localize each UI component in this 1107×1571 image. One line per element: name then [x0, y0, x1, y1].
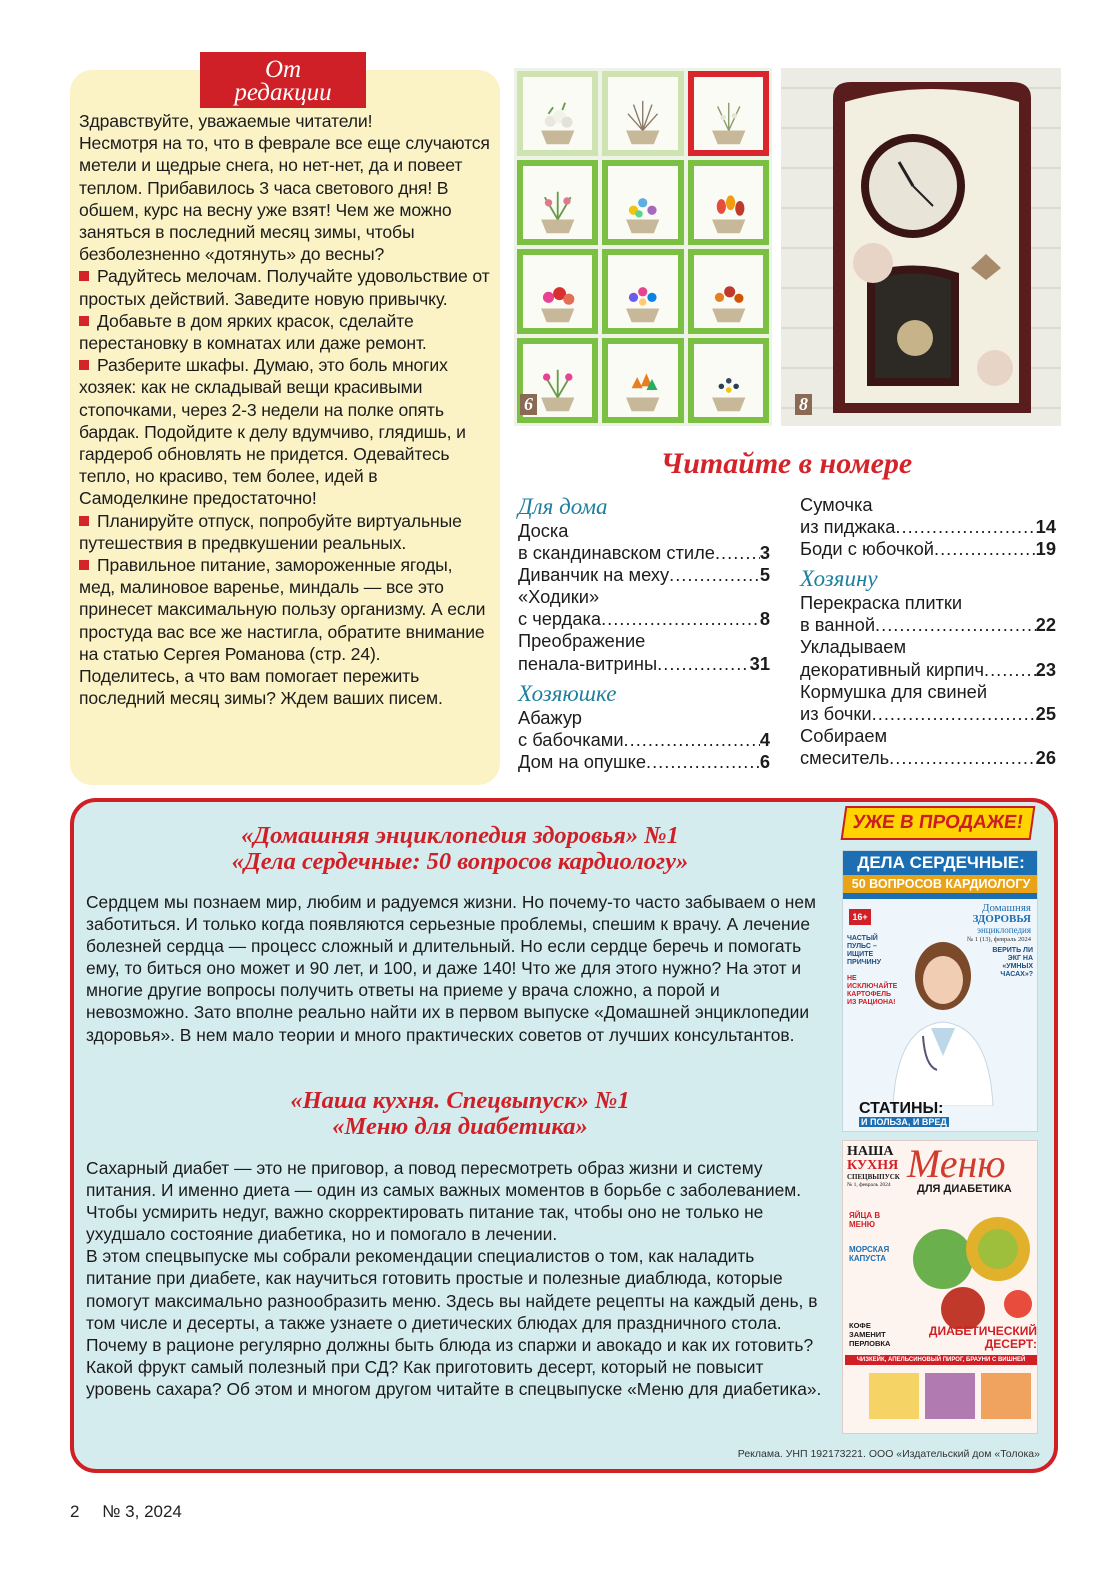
editorial-tip: [79, 265, 491, 309]
toc-item-label: Дом на опушке: [518, 750, 646, 772]
food-plate-icon: [903, 1199, 1038, 1329]
page-number: 2: [70, 1502, 80, 1521]
flower-basket-icon: [530, 92, 585, 150]
bullet-icon: [79, 360, 89, 370]
cover-subtitle: ДЛЯ ДИАБЕТИКА: [917, 1183, 1012, 1195]
toc-item[interactable]: [518, 520, 770, 564]
embroidery-tile: [602, 160, 683, 245]
toc-item-last-line: [518, 653, 770, 675]
ad-paragraph: Почему в рационе регулярно должны быть блюда из спаржи и авокадо и как их готовить? Какой фрукт самый полезный при СД? Как приготовить десерт, который не повысит уровень сахара? Об этом и многом другом читайте в спецвыпуске «Меню для диабетика».: [86, 1334, 822, 1399]
toc-item-last-line: [800, 538, 1056, 560]
toc-item-label: Боди с юбочкой: [800, 538, 934, 560]
editorial-greeting: Здравствуйте, уважаемые читатели!: [79, 111, 373, 131]
toc-item-label: из бочки: [800, 702, 872, 724]
flower-basket-icon: [615, 359, 670, 417]
cover-bottom-callout: СТАТИНЫ: И ПОЛЬЗА, И ВРЕД: [859, 1100, 947, 1127]
tip-text: Радуйтесь мелочам. Получайте удовольствие от простых действий. Заведите новую привычку.: [79, 266, 490, 309]
toc-item-last-line: [800, 516, 1056, 538]
toc-page-number: 5: [759, 564, 770, 586]
editorial-tip: [79, 554, 491, 665]
ad-heading-kitchen: [80, 1088, 840, 1140]
cover-dessert-photos: [869, 1373, 1031, 1419]
cover-headline: ДЕЛА СЕРДЕЧНЫЕ: 50 ВОПРОСОВ КАРДИОЛОГУ: [843, 851, 1038, 899]
editorial-tab-line1: От: [264, 56, 302, 83]
cover-callout: ЧАСТЫЙ ПУЛЬС – ИЩИТЕ ПРИЧИНУ: [847, 935, 882, 966]
photo-number-label: 6: [520, 394, 537, 415]
bullet-icon: [79, 271, 89, 281]
editorial-tip: [79, 310, 491, 354]
on-sale-banner: УЖЕ В ПРОДАЖЕ!: [841, 806, 1036, 840]
toc-item-line: Собираем: [800, 724, 888, 746]
ad-heading-health: [80, 823, 840, 875]
toc-item-line: Абажур: [518, 706, 582, 728]
toc-item-label: смеситель: [800, 746, 890, 768]
toc-item[interactable]: [518, 586, 770, 630]
clock-photo: [781, 68, 1061, 426]
toc-item[interactable]: [518, 564, 770, 586]
toc-item-last-line: [518, 542, 770, 564]
toc-page-number: 25: [1035, 702, 1056, 724]
contents-right-column: [800, 494, 1056, 769]
toc-page-number: 23: [1035, 658, 1056, 680]
flower-basket-icon: [530, 359, 585, 417]
flower-basket-icon: [615, 92, 670, 150]
dessert-photo: [925, 1373, 975, 1419]
embroidery-tile: [602, 338, 683, 423]
embroidery-tile: [688, 71, 769, 156]
embroidery-tile: [688, 249, 769, 334]
toc-item[interactable]: [518, 751, 770, 773]
toc-item[interactable]: [800, 636, 1056, 680]
tip-text: Планируйте отпуск, попробуйте виртуальные путешествия в предвкушении реальных.: [79, 510, 462, 553]
toc-item-last-line: [800, 659, 1056, 681]
ad-heading-line: «Дела сердечные: 50 вопросов кардиологу»: [231, 848, 689, 875]
toc-item-line: Сумочка: [800, 494, 873, 515]
flower-basket-icon: [701, 270, 756, 328]
embroidery-tile: [517, 249, 598, 334]
embroidery-tile: [517, 71, 598, 156]
dessert-photo: [981, 1373, 1031, 1419]
flower-basket-icon: [530, 181, 585, 239]
editorial-intro: Несмотря на то, что в феврале все еще случаются метели и щедрые снега, но нет-нет, да и повеет теплом. Прибавилось 3 часа светового дня! В обшем, курс на весну уже взят! Чем же можно заняться в последний месяц зимы, чтобы безболезненно «дотянуть» до весны?: [79, 133, 490, 265]
toc-item-line: Кормушка для свиней: [800, 680, 988, 702]
advertising-legal-note: Реклама. УНП 192173221. ООО «Издательский дом «Толока»: [737, 1448, 1040, 1460]
toc-item-last-line: [800, 614, 1056, 636]
toc-item-label: из пиджака: [800, 516, 896, 538]
toc-page-number: 3: [759, 542, 770, 564]
contents-section-heading: Хозяюшке: [518, 680, 617, 706]
toc-item[interactable]: [518, 630, 770, 674]
contents-title: Читайте в номере: [660, 447, 913, 480]
toc-item[interactable]: [800, 538, 1056, 560]
ad-paragraph: Сердцем мы познаем мир, любим и радуемся жизни. Но почему-то часто забываем о нем заботиться. И только когда появляются серьезные проблемы, спешим к врачу. А лечение болезней сердца — процесс сложный и длительный. Но если сердце беречь и помогать ему, то биться оно может и 90 лет, и 100, и даже 140! Что же для этого нужно? На этот и многие другие вопросы получить ответы на приеме у врача сложно, а порой и невозможно. Зато вполне реально найти их в первом выпуске «Домашней энциклопедии здоровья». В нем мало теории и много практических советов от лучших консультантов.: [86, 892, 816, 1045]
wall-clock-icon: [781, 68, 1061, 426]
cover-dessert-callout: ДИАБЕТИЧЕСКИЙ ДЕСЕРТ:: [928, 1324, 1037, 1351]
tip-text: Правильное питание, замороженные ягоды, мед, малиновое варенье, миндаль — все это принесет максимальную пользу организму. А если простуда вас все же настигла, обратите внимание на статью Сергея Романова (стр. 24).: [79, 555, 486, 664]
contents-section-heading: Хозяину: [800, 566, 878, 592]
cover-title: Меню: [907, 1141, 1006, 1186]
ad-heading-line: «Домашняя энциклопедия здоровья» №1: [241, 822, 679, 849]
bullet-icon: [79, 316, 89, 326]
editorial-tab: [200, 52, 366, 108]
toc-item-line: Преображение: [518, 630, 646, 652]
toc-item[interactable]: [800, 494, 1056, 538]
toc-page-number: 8: [759, 608, 770, 630]
toc-item[interactable]: [800, 592, 1056, 636]
ad-text-health: [86, 891, 824, 1046]
editorial-closing: Поделитесь, а что вам помогает пережить последний месяц зимы? Ждем ваших писем.: [79, 666, 443, 709]
toc-item-label: с бабочками: [518, 728, 624, 750]
cover-callout: МОРСКАЯ КАПУСТА: [849, 1245, 890, 1263]
page-footer: [70, 1502, 200, 1522]
cover-callout: КОФЕ ЗАМЕНИТ ПЕРЛОВКА: [849, 1321, 891, 1348]
flower-basket-icon: [615, 181, 670, 239]
toc-item-last-line: [518, 751, 770, 773]
toc-item[interactable]: [800, 725, 1056, 769]
toc-page-number: 26: [1035, 746, 1056, 768]
cover-callout: ВЕРИТЬ ЛИ ЭКГ НА «УМНЫХ ЧАСАХ»?: [992, 947, 1033, 978]
ad-paragraph: Сахарный диабет — это не приговор, а повод пересмотреть образ жизни и систему питания. И именно диета — один из самых важных моментов в борьбе с заболеванием. Чтобы усмирить недуг, важно скорректировать питание так, чтобы оно не только не ухудшало состояние диабетика, но и помогало в лечении.: [86, 1158, 802, 1245]
embroidery-tile: [602, 249, 683, 334]
toc-item[interactable]: [800, 681, 1056, 725]
toc-item-label: декоративный кирпич: [800, 658, 984, 680]
toc-item-label: с чердака: [518, 608, 602, 630]
toc-item-line: Укладываем: [800, 636, 907, 658]
flower-basket-icon: [701, 181, 756, 239]
toc-page-number: 31: [749, 652, 770, 674]
flower-basket-icon: [701, 92, 756, 150]
ad-text-kitchen: [86, 1157, 824, 1400]
bullet-icon: [79, 560, 89, 570]
tip-text: Добавьте в дом ярких красок, сделайте перестановку в комнатах или даже ремонт.: [79, 310, 427, 354]
toc-item-last-line: [518, 564, 770, 586]
cover-callout: ЯЙЦА В МЕНЮ: [849, 1211, 881, 1229]
toc-item-label: пенала-витрины: [518, 652, 658, 674]
toc-page-number: 22: [1035, 614, 1056, 636]
embroidery-tile: [517, 160, 598, 245]
toc-page-number: 4: [759, 728, 770, 750]
embroidery-tile: [688, 160, 769, 245]
cover-callout: НЕ ИСКЛЮЧАЙТЕ КАРТОФЕЛЬ ИЗ РАЦИОНА!: [847, 975, 898, 1006]
ad-heading-line: «Меню для диабетика»: [332, 1113, 588, 1140]
cover-brand: НАША КУХНЯ СПЕЦВЫПУСК № 1, февраль 2024: [847, 1144, 900, 1188]
editorial-tip: [79, 510, 491, 554]
embroidery-tile: [602, 71, 683, 156]
issue-number: № 3, 2024: [102, 1502, 182, 1521]
toc-page-number: 19: [1035, 538, 1056, 560]
toc-item-line: Перекраска плитки: [800, 592, 963, 614]
toc-item-line: «Ходики»: [518, 586, 600, 608]
age-rating-badge: 16+: [849, 909, 871, 925]
ad-paragraph: В этом спецвыпуске мы собрали рекомендации специалистов о том, как наладить питание при диабете, как научиться готовить простые и полезные диаблюда, которые помогут максимально разнообразить меню. Здесь вы найдете рецепты на каждый день, в том числе и десерты, а также узнаете о диетических блюдах для праздничного стола.: [86, 1246, 818, 1333]
contents-left-column: [518, 494, 770, 773]
cover-brand: Домашняя ЗДОРОВЬЯ энциклопедия № 1 (13), февраль 2024: [967, 902, 1031, 943]
bullet-icon: [79, 516, 89, 526]
toc-item-last-line: [518, 729, 770, 751]
flower-basket-icon: [615, 270, 670, 328]
editorial-tip: [79, 354, 491, 509]
kitchen-magazine-cover[interactable]: [842, 1140, 1038, 1434]
toc-item-label: в ванной: [800, 614, 876, 636]
editorial-text: [79, 110, 491, 709]
flower-basket-icon: [530, 270, 585, 328]
editorial-tab-line2: редакции: [234, 79, 332, 106]
toc-item-last-line: [518, 608, 770, 630]
contents-section-heading: Для дома: [518, 494, 608, 519]
embroidery-photo: [514, 68, 772, 426]
embroidery-tile: [688, 338, 769, 423]
toc-page-number: 6: [759, 750, 770, 772]
toc-item[interactable]: [518, 707, 770, 751]
toc-item-label: Диванчик на меху: [518, 564, 670, 586]
toc-item-last-line: [800, 703, 1056, 725]
toc-item-line: Доска: [518, 520, 569, 541]
flower-basket-icon: [701, 359, 756, 417]
photo-number-label: 8: [795, 394, 812, 415]
health-magazine-cover[interactable]: [842, 850, 1038, 1132]
toc-item-label: в скандинавском стиле: [518, 542, 715, 564]
toc-item-last-line: [800, 747, 1056, 769]
ad-heading-line: «Наша кухня. Спецвыпуск» №1: [290, 1087, 630, 1114]
dessert-photo: [869, 1373, 919, 1419]
cover-dessert-list: ЧИЗКЕЙК, АПЕЛЬСИНОВЫЙ ПИРОГ, БРАУНИ С ВИШНЕЙ: [845, 1355, 1037, 1365]
toc-page-number: 14: [1035, 516, 1056, 538]
tip-text: Разберите шкафы. Думаю, это боль многих хозяек: как не складывай вещи красивыми стопочками, через 2-3 недели на полке опять бардак. Подойдите к делу вдумчиво, глядишь, и гардероб обновлять не придется. Одевайтесь тепло, но красиво, тем более, идей в Самоделкине предостаточно!: [79, 355, 466, 509]
